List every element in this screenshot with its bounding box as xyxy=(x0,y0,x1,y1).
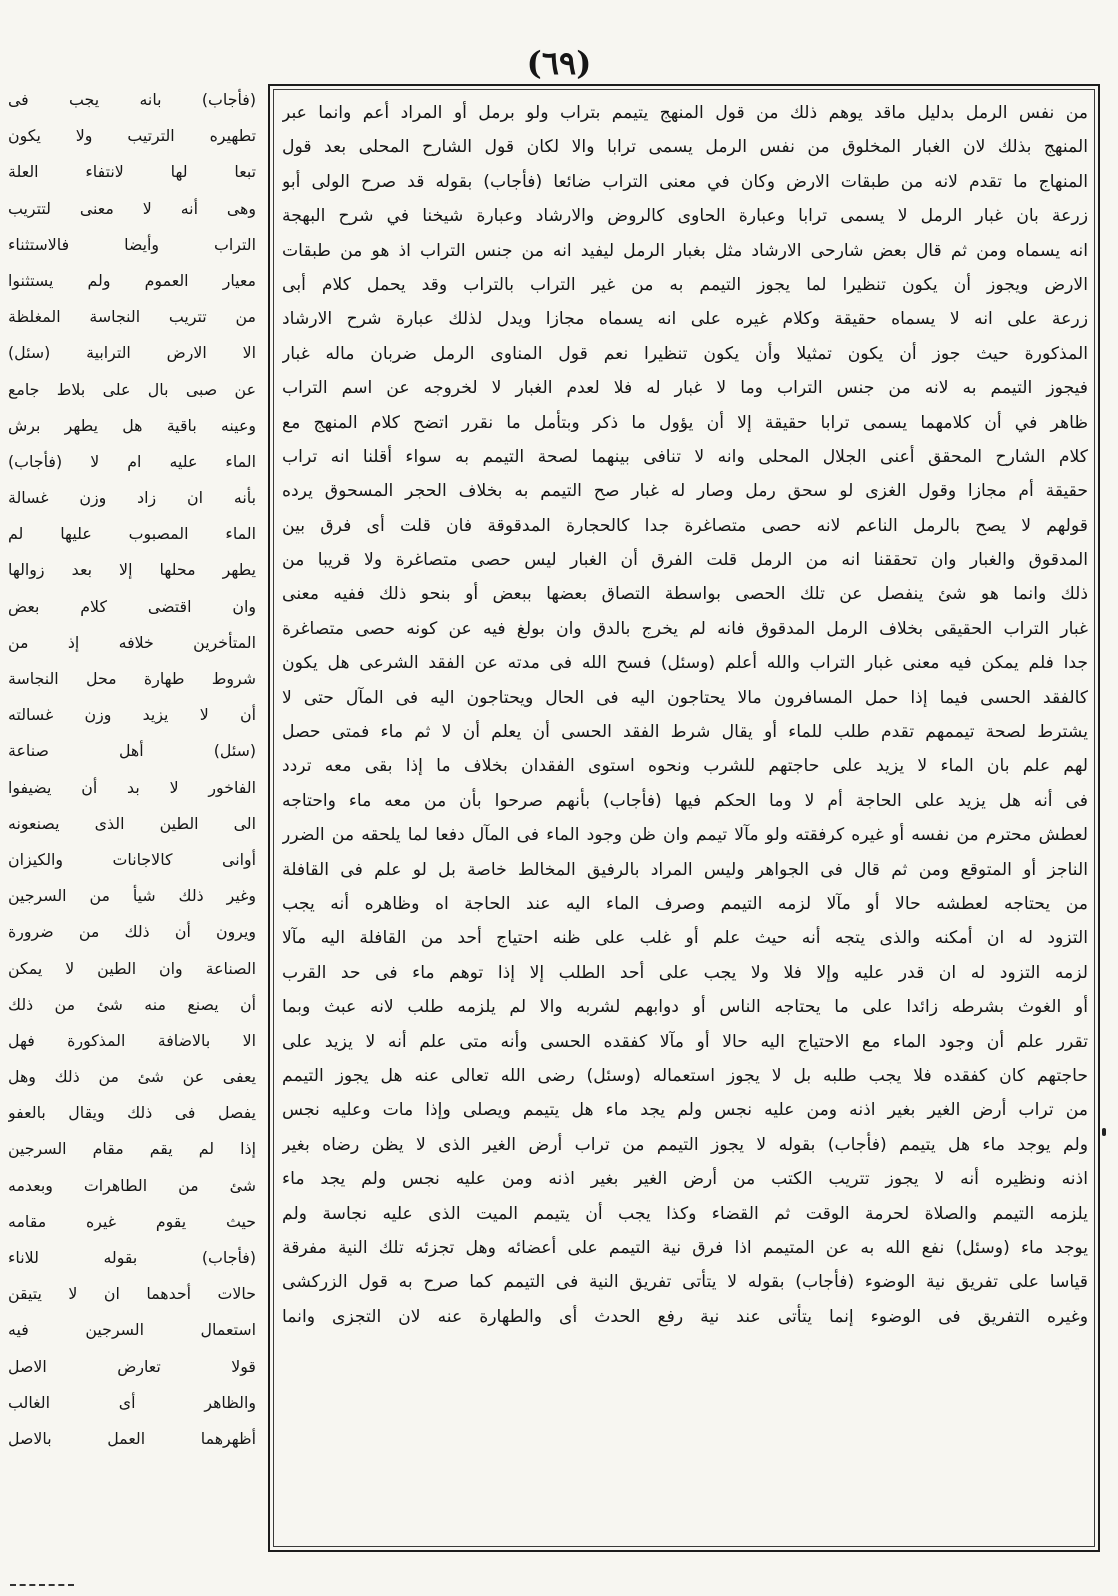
main-text-line: من نفس الرمل بدليل ماقد يوهم ذلك من قول المنهج يتيمم بتراب ولو برمل أو المراد أعم وانما عبر xyxy=(282,103,1088,123)
main-text-line: اذنه ونظيره أنه لا يجوز تتريب الكتب من أرض الغير بغير اذنه ومن عليه نجس ولم يجد ماء xyxy=(282,1169,1088,1190)
main-text-line: قولهم لا يصح بالرمل الناعم لانه حصى متصاغرة جدا كالحجارة المدقوقة فان قلت أى فرق بين xyxy=(282,515,1088,536)
margin-text-line: أظهرهما العمل بالاصل xyxy=(8,1428,256,1448)
main-text-line: كلام الشارح المحقق أعنى الجلال المحلى وانه لا تنافى بينهما لصحة التيمم به سواء أقلنا انه تراب xyxy=(282,446,1088,467)
margin-text-line: تبعا لها لانتفاء العلة xyxy=(8,162,256,182)
main-text-line: التزود له ان أمكنه والذى يتجه أنه حيث علم أو غلب على ظنه احتياج أحد من القافلة اليه مآلا xyxy=(282,928,1088,949)
margin-text-line: معيار العموم ولم يستثنوا xyxy=(8,270,256,290)
main-text-line: حاجتهم كان كفقده فلا يجب طلبه بل لا يجوز استعماله (وسئل) رضى الله تعالى عنه هل يجوز التيمم xyxy=(282,1065,1088,1086)
main-text-line: يشترط لصحة تيممهم تقدم طلب للماء أو يقال شرط الفقد الحسى أن يعلم أن لا ثم ماء فمتى حصل xyxy=(282,722,1088,743)
margin-text-line: الا الارض الترابية (سئل) xyxy=(8,343,256,363)
margin-text-line: استعمال السرجين فيه xyxy=(8,1320,256,1340)
margin-text-line: (فأجاب) بقوله للاناء xyxy=(8,1248,256,1267)
margin-text-line: أن يصنع منه شئ من ذلك xyxy=(8,994,256,1014)
margin-commentary-block xyxy=(8,82,256,1572)
main-text-line: ظاهر في أن كلامهما يسمى ترابا حقيقة إلا أن يؤول ما ذكر وبتأمل ما نقرر اتضح كلام المنهج مع xyxy=(282,412,1088,433)
margin-text-line: يفصل فى ذلك ويقال بالعفو xyxy=(8,1103,256,1123)
main-text-line: وغيره التفريق فى الوضوء إنما يتأتى عند نية رفع الحدث أى والطهارة عنه لان التجزى وانما xyxy=(282,1306,1088,1327)
margin-text-line: وهى أنه لا معنى لتتريب xyxy=(8,198,256,218)
main-text-line: كالفقد الحسى فيما إذا حمل المسافرون مالا يحتاجون اليه فى الحال ويحتاجون اليه فى المآل حتى لا xyxy=(282,687,1088,708)
margin-text-line: الى الطين الذى يصنعونه xyxy=(8,813,256,833)
main-text-line: لهم علم بان الماء لا يزيد على حاجتهم للشرب ونحوه استوى الفقدان بخلاف ما إذا بقى معه تردد xyxy=(282,756,1088,777)
main-text-line: الناجز أو المتوقع ومن ثم قال فى الجواهر وليس المراد بالرفيق المخالط خاصة بل لو علم فى القافلة xyxy=(282,859,1088,880)
margin-text-line: أوانى كالاجانات والكيزان xyxy=(8,849,256,869)
main-text-line: يلزمه التيمم والصلاة لحرمة الوقت ثم القضاء وكذا يجب أن يتيمم الميت الذى عليه نجاسة ولم xyxy=(282,1203,1088,1224)
margin-text-line: حالات أحدهما ان لا يتيقن xyxy=(8,1284,256,1304)
margin-text-line: من تتريب النجاسة المغلظة xyxy=(8,307,256,327)
main-text-line: فى أنه هل يزيد على الحاجة أم لا وما الحكم فيها (فأجاب) بأنهم صرحوا بأن من معه ماء واحتاجه xyxy=(282,790,1088,811)
margin-text-line: الماء المصبوب عليها لم xyxy=(8,524,256,544)
main-text-line: يوجد ماء (وسئل) نفع الله به عن المتيمم اذا فرق نية التيمم على أعضائه وهل تجزئه تلك النية مفرقة xyxy=(282,1237,1088,1258)
main-text-line: لعطش محترم من نفسه أو غيره كرفقته ولو مآلا تيمم وان ظن وجود الماء فى المآل دفعا لما يلحقه من الضرر xyxy=(282,825,1088,846)
margin-text-line: والظاهر أى الغالب xyxy=(8,1392,256,1412)
main-text-line: حقيقة أم مجازا وقول الغزى لو سحق رمل وصار له غبار صح التيمم به بخلاف الحجر المسحوق يرده xyxy=(282,481,1088,502)
margin-text-line: شروط طهارة محل النجاسة xyxy=(8,669,256,688)
margin-text-line: يعفى عن شئ من ذلك وهل xyxy=(8,1067,256,1087)
margin-text-line: إذا لم يقم مقام السرجين xyxy=(8,1139,256,1159)
main-text-line: من تراب أرض الغير بغير اذنه ومن عليه نجس ولم يجد ماء هل يتيمم ويصلى وإذا مات وعليه نجس xyxy=(282,1100,1088,1121)
main-text-line: لزمه التزود له ان قدر عليه وإلا فلا ولا يجب على أحد الطلب إلا إذا توهم ماء فى حد القرب xyxy=(282,962,1088,983)
main-text-line: قياسا على تفريق نية الوضوء (فأجاب) بقوله لا يتأتى تفريق النية فى التيمم كما صرح به قول الزركشى xyxy=(282,1272,1088,1293)
main-text-block xyxy=(282,96,1088,1542)
margin-text-line: عن صبى بال على بلاط جامع xyxy=(8,379,256,399)
main-text-line: زرعة على انه لا يسماه حقيقة وكلام غيره على انه يسماه مجازا ويدل لذلك عبارة شرح الارشاد xyxy=(282,309,1088,330)
margin-text-line: (سئل) أهل صناعة xyxy=(8,741,256,761)
margin-text-line: وعينه باقية هل يطهر برش xyxy=(8,415,256,435)
main-text-line: المنهج بذلك لان الغبار المخلوق من نفس الرمل يسمى ترابا والا لكان قول الشارح المحلى بعد قول xyxy=(282,137,1088,158)
main-text-line: الارض ويجوز أن يكون تنظيرا لما يجوز التيمم به من غير التراب بالتراب وقد يحمل كلام أبى xyxy=(282,274,1088,295)
main-text-line: جدا فلم يمكن فيه معنى غبار التراب والله أعلم (وسئل) فسح الله فى مدته عن الفقد الشرعى هل يكون xyxy=(282,653,1088,674)
scan-edge-mark xyxy=(10,1584,74,1590)
main-text-line: من يحتاجه لعطشه حالا أو مآلا لزمه التيمم وصرف الماء اليه عند الحاجة اه وظاهره أنه يجب xyxy=(282,893,1088,914)
margin-text-line: الماء عليه ام لا (فأجاب) xyxy=(8,451,256,471)
margin-text-line: يطهر محلها إلا بعد زوالها xyxy=(8,560,256,580)
margin-text-line: الصناعة وان الطين لا يمكن xyxy=(8,958,256,978)
main-text-line: المنهاج ما تقدم لانه من طبقات الارض وكان في معنى التراب ضائعا (فأجاب) بقوله قد صرح الولى أبو xyxy=(282,171,1088,192)
margin-text-line: وغير ذلك شيأ من السرجين xyxy=(8,886,256,906)
main-text-line: تقرر علم أن وجود الماء مع الاحتياج اليه حالا أو مآلا كفقده الحسى وأنه متى علم أنه لا يزيد على xyxy=(282,1031,1088,1052)
main-text-line: ذلك وانما هو شئ ينفصل عن تلك الحصى بواسطة التصاق بعضها ببعض أو بنحو ذلك ففيه معنى xyxy=(282,584,1088,605)
margin-text-line: الفاخور لا بد أن يضيفوا xyxy=(8,777,256,797)
ink-speck xyxy=(1102,1128,1106,1136)
margin-text-line: المتأخرين خلافه إذ من xyxy=(8,632,256,652)
page-number: (٦٩) xyxy=(526,44,592,82)
margin-text-line: تطهيره الترتيب ولا يكون xyxy=(8,126,256,146)
main-text-line: المذكورة حيث جوز أن يكون تمثيلا وأن يكون تنظيرا نعم قول المناوى الرمل ضربان ماله غبار xyxy=(282,343,1088,364)
margin-text-line: بأنه ان زاد وزن غسالة xyxy=(8,488,256,508)
margin-text-line: أن لا يزيد وزن غسالته xyxy=(8,705,256,725)
margin-text-line: قولا تعارض الاصل xyxy=(8,1356,256,1376)
main-text-line: انه يسماه ومن ثم قال بعض شارحى الارشاد مثل بغبار الرمل ليفيد انه من جنس التراب اذ هو من طبقات xyxy=(282,240,1088,261)
main-text-line: زرعة بان غبار الرمل لا يسمى ترابا وعبارة الحاوى كالروض والارشاد وعبارة شيخنا في شرح البهجة xyxy=(282,206,1088,227)
margin-text-line: (فأجاب) بانه يجب فى xyxy=(8,90,256,109)
margin-text-line: الا بالاضافة المذكورة فهل xyxy=(8,1030,256,1050)
margin-text-line: وان اقتضى كلام بعض xyxy=(8,596,256,616)
main-text-line: ولم يوجد ماء هل يتيمم (فأجاب) بقوله لا يجوز التيمم من تراب أرض الغير الذى لا يظن رضاه بغير xyxy=(282,1134,1088,1155)
margin-text-line: ويرون أن ذلك من ضرورة xyxy=(8,922,256,942)
margin-text-line: التراب وأيضا فالاستثناء xyxy=(8,234,256,254)
margin-text-line: شئ من الطاهرات وبعدمه xyxy=(8,1175,256,1195)
margin-text-line: حيث يقوم غيره مقامه xyxy=(8,1211,256,1231)
main-text-line: غبار التراب الحقيقى بخلاف الرمل المدقوق فانه لم يخرج بالدق وان بولغ فيه عن كونه حصى متصاغرة xyxy=(282,618,1088,639)
main-text-line: المدقوق والغبار وان تحققنا انه من الرمل قلت الفرق أن الغبار ليس حصى متصاغرة ولا قريبا من xyxy=(282,550,1088,571)
main-text-line: فيجوز التيمم به لانه من جنس التراب وما لا غبار له فلا لعدم الغبار لا لخروجه عن اسم التراب xyxy=(282,378,1088,399)
main-text-line: أو الغوث بشرطه زائدا على ما يحتاجه الناس أو دوابهم لشربه والا لم يلزمه طلب لانه عبث وبما xyxy=(282,997,1088,1018)
